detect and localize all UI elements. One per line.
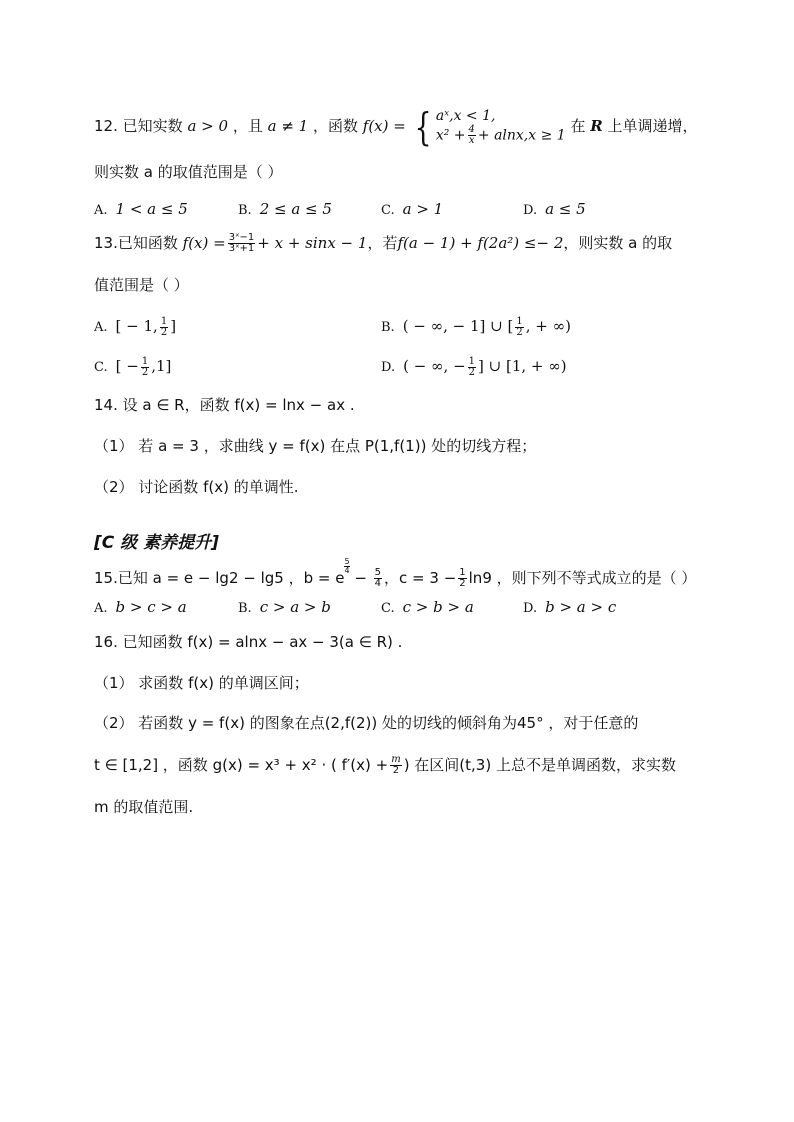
option-post: ,1]: [151, 357, 172, 375]
q12-pieces: [436, 107, 566, 146]
q12-sep1: ，且: [232, 117, 263, 135]
frac-den: 3ˣ+1: [228, 243, 255, 254]
frac-num: 1: [468, 355, 476, 367]
q12-cond2: a ≠ 1: [267, 117, 309, 135]
option-value: b > c > a: [115, 598, 187, 616]
option-value: a ≤ 5: [545, 200, 586, 218]
q12-piece1: aˣ,x < 1,: [435, 108, 496, 124]
q13-option-a[interactable]: [94, 316, 176, 338]
q12-number: 12.: [94, 117, 118, 135]
q13-text-a: 已知函数: [117, 234, 178, 252]
q15-mid: −: [349, 569, 372, 587]
q16-line1: 16. 已知函数 f(x) = alnx − ax − 3(a ∈ R) .: [94, 633, 403, 651]
q12-fx: f(x) =: [362, 117, 406, 135]
q15-option-d[interactable]: [523, 597, 616, 619]
option-post: , + ∞): [525, 317, 571, 335]
option-label: B.: [238, 601, 252, 616]
q12-R: R: [590, 117, 603, 135]
option-label: A.: [94, 203, 108, 218]
q12-sep2: ，函数: [312, 117, 358, 135]
frac-den: 2: [459, 578, 466, 589]
option-label: D.: [381, 360, 396, 375]
frac-den: x: [468, 135, 475, 146]
option-pre: ( − ∞, − 1] ∪ [: [402, 317, 514, 335]
q12-cond1: a > 0: [187, 117, 229, 135]
option-value: c > b > a: [402, 598, 474, 616]
q15-option-b[interactable]: [238, 597, 331, 619]
frac-num: 5: [374, 567, 382, 578]
option-pre: ( − ∞, −: [403, 357, 466, 375]
frac-num: 1: [516, 315, 523, 327]
option-label: A.: [94, 320, 108, 335]
q15-option-c[interactable]: [381, 597, 474, 619]
section-heading: [C 级 素养提升]: [94, 533, 219, 553]
q12-option-d[interactable]: [523, 199, 586, 221]
option-pre: [ − 1,: [115, 317, 158, 335]
option-label: D.: [523, 601, 538, 616]
q16-frac: [390, 755, 401, 776]
option-label: C.: [381, 203, 395, 218]
q14-line3: （2） 讨论函数 f(x) 的单调性.: [94, 478, 299, 496]
q13-text-b: ，若: [367, 234, 398, 252]
q13-line2: 值范围是（ ）: [94, 276, 189, 294]
frac-num: m: [391, 754, 401, 765]
q16-line2: （1） 求函数 f(x) 的单调区间；: [94, 674, 309, 692]
option-frac: [515, 317, 523, 338]
frac-den: 2: [468, 366, 476, 378]
q12-stem: [94, 104, 698, 149]
option-label: B.: [381, 320, 395, 335]
option-value: b > a > c: [545, 598, 617, 616]
option-label: A.: [94, 601, 108, 616]
frac-num: 3ˣ−1: [228, 232, 255, 243]
option-label: C.: [94, 360, 108, 375]
frac-den: 4: [374, 578, 382, 589]
q13-rest: + x + sinx − 1: [257, 234, 368, 252]
q16-line5: m 的取值范围.: [94, 798, 194, 816]
option-label: B.: [238, 203, 252, 218]
q12-option-b[interactable]: [238, 199, 332, 221]
frac-den: 4: [344, 566, 350, 575]
q13-option-c[interactable]: [94, 356, 171, 378]
q12-line2: 则实数 a 的取值范围是（ ）: [94, 163, 283, 181]
option-post: ]: [170, 317, 177, 335]
frac-num: 5: [344, 557, 350, 566]
q13-stem: [94, 233, 672, 254]
q12-option-c[interactable]: [381, 199, 443, 221]
q16-line4: [94, 755, 676, 776]
q16-line4-post: ) 在区间(t,3) 上总不是单调函数，求实数: [403, 756, 676, 774]
option-value: a > 1: [402, 200, 444, 218]
q13-number: 13.: [94, 234, 118, 252]
q13-frac: [228, 233, 256, 254]
frac-den: 2: [392, 765, 400, 776]
q13-ineq: f(a − 1) + f(2a²) ≤− 2: [397, 234, 564, 252]
frac-num: 1: [141, 355, 149, 367]
q13-option-d[interactable]: [381, 356, 567, 378]
q15-mid2: ，c = 3 −: [384, 569, 457, 587]
option-frac: [468, 357, 476, 378]
option-value: 1 < a ≤ 5: [115, 200, 188, 218]
option-label: C.: [381, 601, 395, 616]
q12-text-c: 上单调递增，: [607, 117, 698, 135]
option-label: D.: [523, 203, 538, 218]
q15-pre: 15.已知 a = e − lg2 − lg5 ，b = e: [94, 569, 345, 587]
q12-piece2-frac: [468, 125, 476, 146]
option-frac: [141, 357, 149, 378]
q12-piece2: [436, 125, 566, 146]
q13-option-b[interactable]: [381, 316, 571, 338]
q12-option-a[interactable]: [94, 199, 188, 221]
q16-line4-pre: t ∈ [1,2] ，函数 g(x) = x³ + x² · ( f′(x) +: [94, 756, 389, 774]
left-brace: {: [414, 104, 432, 149]
q14-line1: 14. 设 a ∈ R，函数 f(x) = lnx − ax .: [94, 396, 355, 414]
q15-option-a[interactable]: [94, 597, 187, 619]
q12-piece2-b: + alnx,x ≥ 1: [477, 127, 566, 144]
frac-num: 1: [459, 567, 466, 578]
frac-num: 4: [468, 124, 475, 135]
frac-den: 2: [160, 326, 168, 338]
q16-line3: （2） 若函数 y = f(x) 的图象在点(2,f(2)) 处的切线的倾斜角为45° ，对于任意的: [94, 714, 639, 732]
q14-line2: （1） 若 a = 3 ，求曲线 y = f(x) 在点 P(1,f(1)) 处的切线方程；: [94, 437, 537, 455]
q13-text-c: ，则实数 a 的取: [563, 234, 673, 252]
q15-frac2: [458, 568, 466, 589]
q12-piece2-a: x² +: [435, 127, 466, 144]
option-value: c > a > b: [259, 598, 331, 616]
frac-den: 2: [516, 326, 523, 338]
frac-num: 1: [160, 315, 168, 327]
option-frac: [160, 317, 168, 338]
q13-fx: f(x) =: [182, 234, 226, 252]
option-value: 2 ≤ a ≤ 5: [259, 200, 332, 218]
q12-text-b: 在: [570, 117, 586, 135]
frac-den: 2: [141, 366, 149, 378]
q12-text: 已知实数: [122, 117, 183, 135]
q15-post: ln9 ，则下列不等式成立的是（ ）: [468, 569, 697, 587]
q15-stem: [94, 558, 696, 589]
q15-frac1: [374, 568, 382, 589]
option-post: ] ∪ [1, + ∞): [478, 357, 567, 375]
option-pre: [ −: [115, 357, 139, 375]
